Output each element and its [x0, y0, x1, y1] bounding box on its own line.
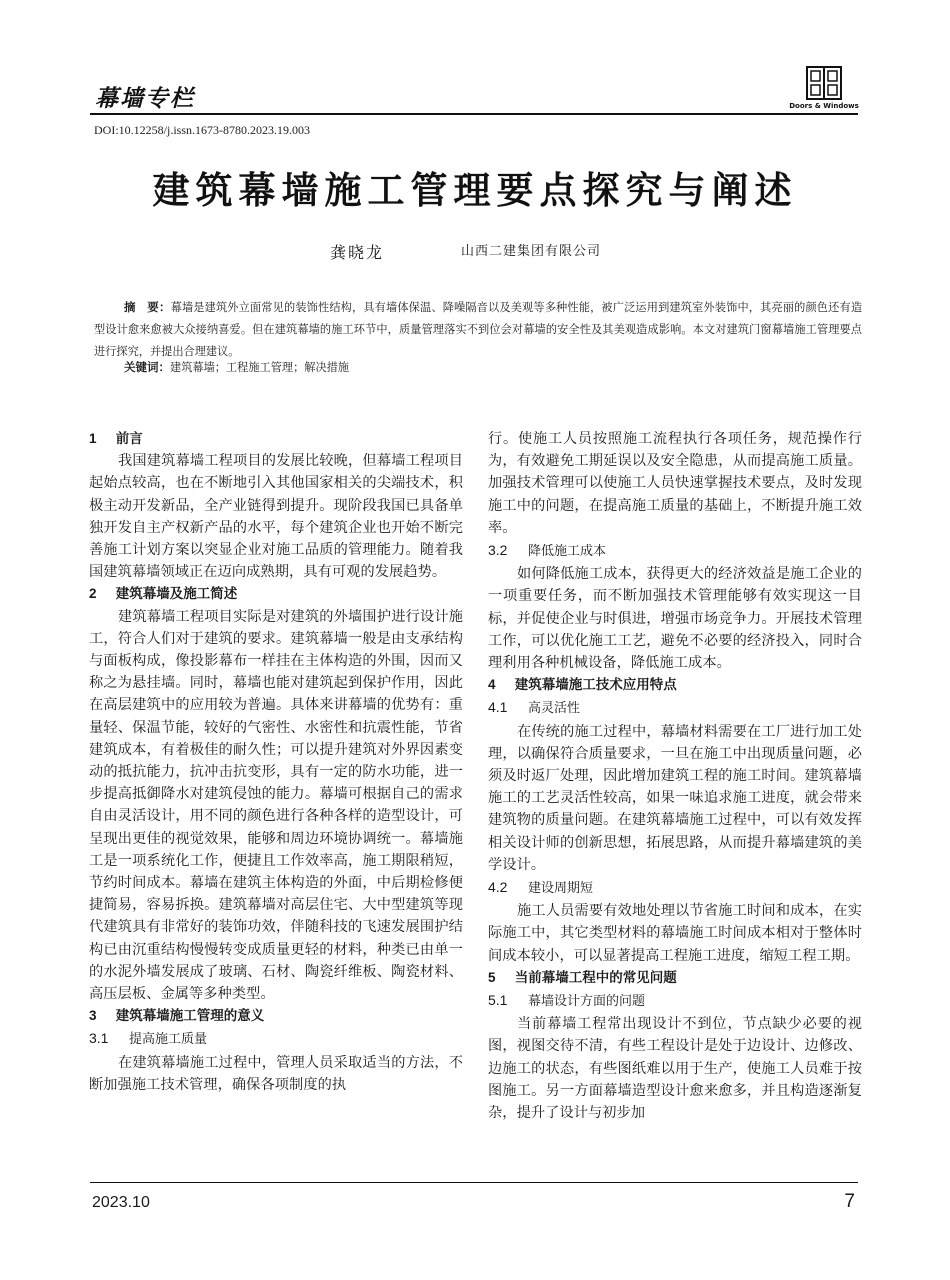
- paragraph: 建筑幕墙工程项目实际是对建筑的外墙围护进行设计施工，符合人们对于建筑的要求。建筑幕墙一般是由支承结构与面板构成，像投影幕布一样挂在主体构造的外围，因而又称之为悬挂墙。同时，幕墙也能对建筑起到保护作用，因此在高层建筑中的应用较为普遍。具体来讲幕墙的优势有：重量轻、保温节能，较好的气密性、水密性和抗震性能，节省建筑成本，有着极佳的耐久性；可以提升建筑对外界因素变动的抵抗能力，抗冲击抗变形，具有一定的防水功能，进一步提高抵御降水对建筑侵蚀的能力。幕墙可根据自己的需求自由灵活设计，用不同的颜色进行各种各样的造型设计，可呈现出更佳的视觉效果，能够和周边环境协调统一。幕墙施工是一项系统化工作，便捷且工作效率高，施工期限稍短，节约时间成本。幕墙在建筑主体构造的外面，中后期检修便捷简易，容易拆换。建筑幕墙对高层住宅、大中型建筑等现代建筑具有非常好的装饰功效，伴随科技的飞速发展围护结构已由沉重结构慢慢转变成质量更轻的材料，种类已由单一的水泥外墙发展成了玻璃、石材、陶瓷纤维板、陶瓷材料、高压层板、金属等多种类型。: [89, 608, 463, 1003]
- section-title: 建筑幕墙施工技术应用特点: [514, 677, 677, 694]
- section-heading: [488, 967, 862, 989]
- subsection-number: 5.1: [488, 992, 508, 1009]
- paragraph-continued: 行。使施工人员按照施工流程执行各项任务，规范操作行为，有效避免工期延误以及安全隐患，从而提高施工质量。加强技术管理可以使施工人员快速掌握技术要点，及时发现施工中的问题，在提高施工质量的基础上，不断提升施工效率。: [488, 431, 862, 536]
- section-heading: [488, 674, 862, 696]
- right-column: [488, 428, 862, 1124]
- abstract: [94, 296, 862, 363]
- issue-date: 2023.10: [92, 1194, 150, 1211]
- subsection-heading: [488, 539, 862, 563]
- left-column: [89, 428, 463, 1096]
- journal-logo: [784, 66, 864, 114]
- subsection-number: 3.1: [89, 1030, 109, 1047]
- subsection-title: 提高施工质量: [129, 1032, 208, 1048]
- page-number: 7: [844, 1191, 855, 1212]
- section-title: 前言: [115, 431, 143, 447]
- paragraph: 在传统的施工过程中，幕墙材料需要在工厂进行加工处理，以确保符合质量要求，一旦在施工中出现质量问题，必须及时返厂处理，因此增加建筑工程的施工时间。建筑幕墙施工的工艺灵活性较高，如果一味追求施工进度，就会带来建筑物的质量问题。在建筑幕墙施工过程中，可以有效发挥相关设计师的创新思想，拓展思路，从而提升幕墙建筑的美学设计。: [488, 723, 862, 873]
- keywords-text: 建筑幕墙；工程施工管理；解决措施: [170, 361, 350, 374]
- keywords: [124, 359, 349, 375]
- paragraph: 在建筑幕墙施工过程中，管理人员采取适当的方法，不断加强施工技术管理，确保各项制度的执: [89, 1054, 463, 1093]
- section-number: 2: [89, 586, 97, 602]
- subsection-heading: [488, 989, 862, 1013]
- affiliation: 山西二建集团有限公司: [461, 244, 602, 259]
- abstract-text: 幕墙是建筑外立面常见的装饰性结构，具有墙体保温、降噪隔音以及美观等多种性能，被广泛运用到建筑室外装饰中，其亮丽的颜色还有造型设计愈来愈被大众接纳喜爱。但在建筑幕墙的施工环节中，质量管理落实不到位会对幕墙的安全性及其美观造成影响。本文对建筑门窗幕墙施工管理要点进行探究，并提出合理建议。: [94, 301, 863, 358]
- section-number: 3: [89, 1008, 97, 1024]
- subsection-title: 幕墙设计方面的问题: [528, 994, 646, 1010]
- section-title: 建筑幕墙及施工简述: [115, 586, 238, 603]
- article-title: 建筑幕墙施工管理要点探究与阐述: [152, 169, 798, 212]
- paragraph: 我国建筑幕墙工程项目的发展比较晚，但幕墙工程项目起始点较高，也在不断地引入其他国家相关的尖端技术，积极主动开发新品，全产业链得到提升。现阶段我国已具备单独开发自主产权新产品的水平，每个建筑企业也开始不断完善施工计划方案以突显企业对施工品质的管理能力。随着我国建筑幕墙领域正在迈向成熟期，具有可观的发展趋势。: [89, 453, 463, 581]
- subsection-title: 建设周期短: [528, 881, 594, 897]
- header-rule: [90, 113, 858, 115]
- abstract-label: 摘 要：: [124, 300, 171, 314]
- column-label: 幕墙专栏: [95, 86, 195, 112]
- section-heading: [89, 428, 463, 450]
- keywords-label: 关键词：: [124, 360, 170, 374]
- subsection-title: 降低施工成本: [528, 544, 607, 560]
- paragraph: 施工人员需要有效地处理以节省施工时间和成本，在实际施工中，其它类型材料的幕墙施工时间成本相对于整体时间成本较小，可以显著提高工程施工进度，缩短工程工期。: [488, 903, 862, 964]
- section-number: 4: [488, 677, 496, 693]
- subsection-title: 高灵活性: [528, 701, 581, 717]
- logo-text: Doors & Windows: [789, 102, 859, 110]
- section-number: 1: [89, 431, 97, 446]
- section-number: 5: [488, 969, 496, 985]
- subsection-heading: [89, 1027, 463, 1051]
- subsection-heading: [488, 876, 862, 900]
- section-title: 当前幕墙工程中的常见问题: [514, 969, 677, 986]
- section-title: 建筑幕墙施工管理的意义: [115, 1008, 265, 1025]
- doi: DOI:10.12258/j.issn.1673-8780.2023.19.003: [94, 123, 310, 137]
- subsection-heading: [488, 696, 862, 720]
- subsection-number: 4.2: [488, 879, 508, 896]
- section-heading: [89, 583, 463, 605]
- paragraph: 如何降低施工成本，获得更大的经济效益是施工企业的一项重要任务，而不断加强技术管理能够有效实现这一目标，并促使企业与时俱进，增强市场竞争力。开展技术管理工作，可以优化施工工艺，避免不必要的经济投入，同时合理利用各种机械设备，降低施工成本。: [488, 566, 862, 672]
- footer-rule: [90, 1182, 858, 1183]
- subsection-number: 4.1: [488, 699, 508, 716]
- author: 龚晓龙: [330, 243, 385, 262]
- section-heading: [89, 1005, 463, 1027]
- doors-windows-logo-icon: [806, 66, 842, 100]
- subsection-number: 3.2: [488, 542, 508, 559]
- paragraph: 当前幕墙工程常出现设计不到位，节点缺少必要的视图，视图交待不清，有些工程设计是处于边设计、边修改、边施工的状态，有些图纸难以用于生产，使施工人员难于按图施工。另一方面幕墙造型设计愈来愈多，并且构造逐渐复杂，提升了设计与初步加: [488, 1016, 862, 1122]
